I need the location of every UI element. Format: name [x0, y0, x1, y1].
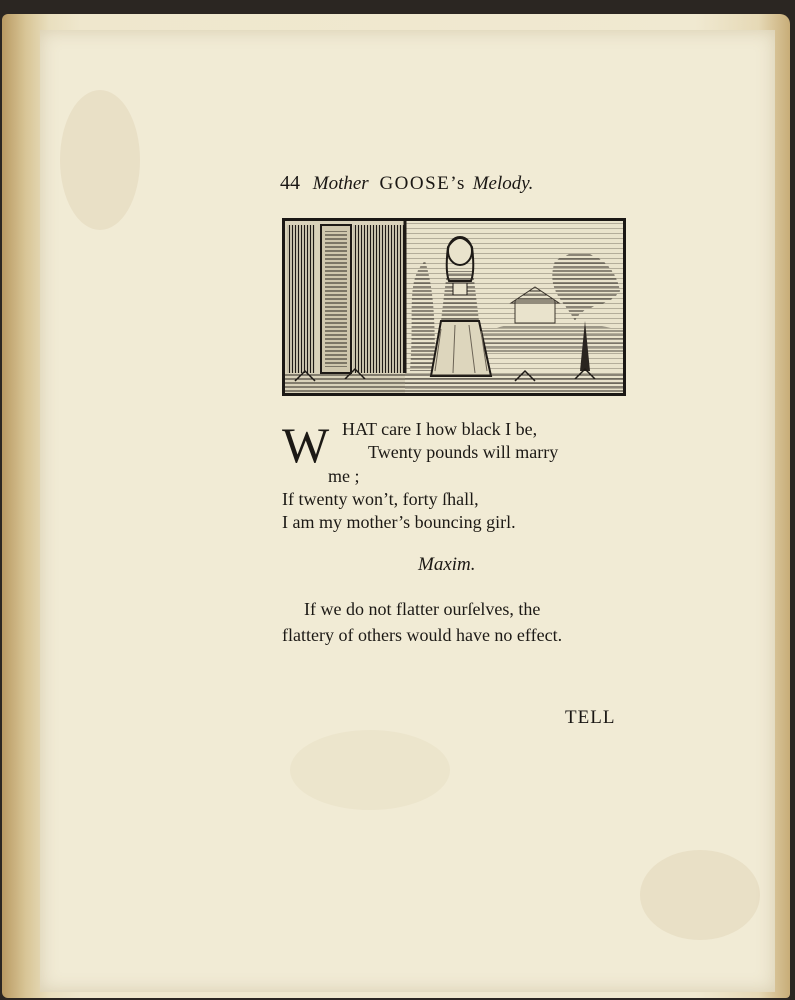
maxim-heading: Maxim.: [418, 554, 476, 575]
verse-line-4: If twenty won’t, forty ſhall,: [282, 489, 479, 509]
maxim-line-1: If we do not flatter ourſelves, the: [304, 599, 541, 619]
header-title-suffix: Melody.: [472, 173, 534, 194]
verse-line-2: Twenty pounds will marry: [368, 442, 559, 462]
verse-line-5: I am my mother’s bouncing girl.: [282, 512, 516, 532]
verse-line-3: me ;: [328, 466, 360, 486]
catchword: TELL: [565, 707, 616, 728]
header-title-main: GOOSE’s: [379, 173, 466, 194]
woodcut-illustration: [282, 218, 626, 396]
maxim-line-2: flattery of others would have no effect.: [282, 625, 563, 645]
verse-line-1: HAT care I how black I be,: [342, 419, 538, 439]
drop-cap: W: [282, 417, 330, 473]
page-number: 44: [280, 172, 300, 194]
header-title-prefix: Mother: [312, 173, 369, 194]
running-header: [280, 172, 533, 195]
